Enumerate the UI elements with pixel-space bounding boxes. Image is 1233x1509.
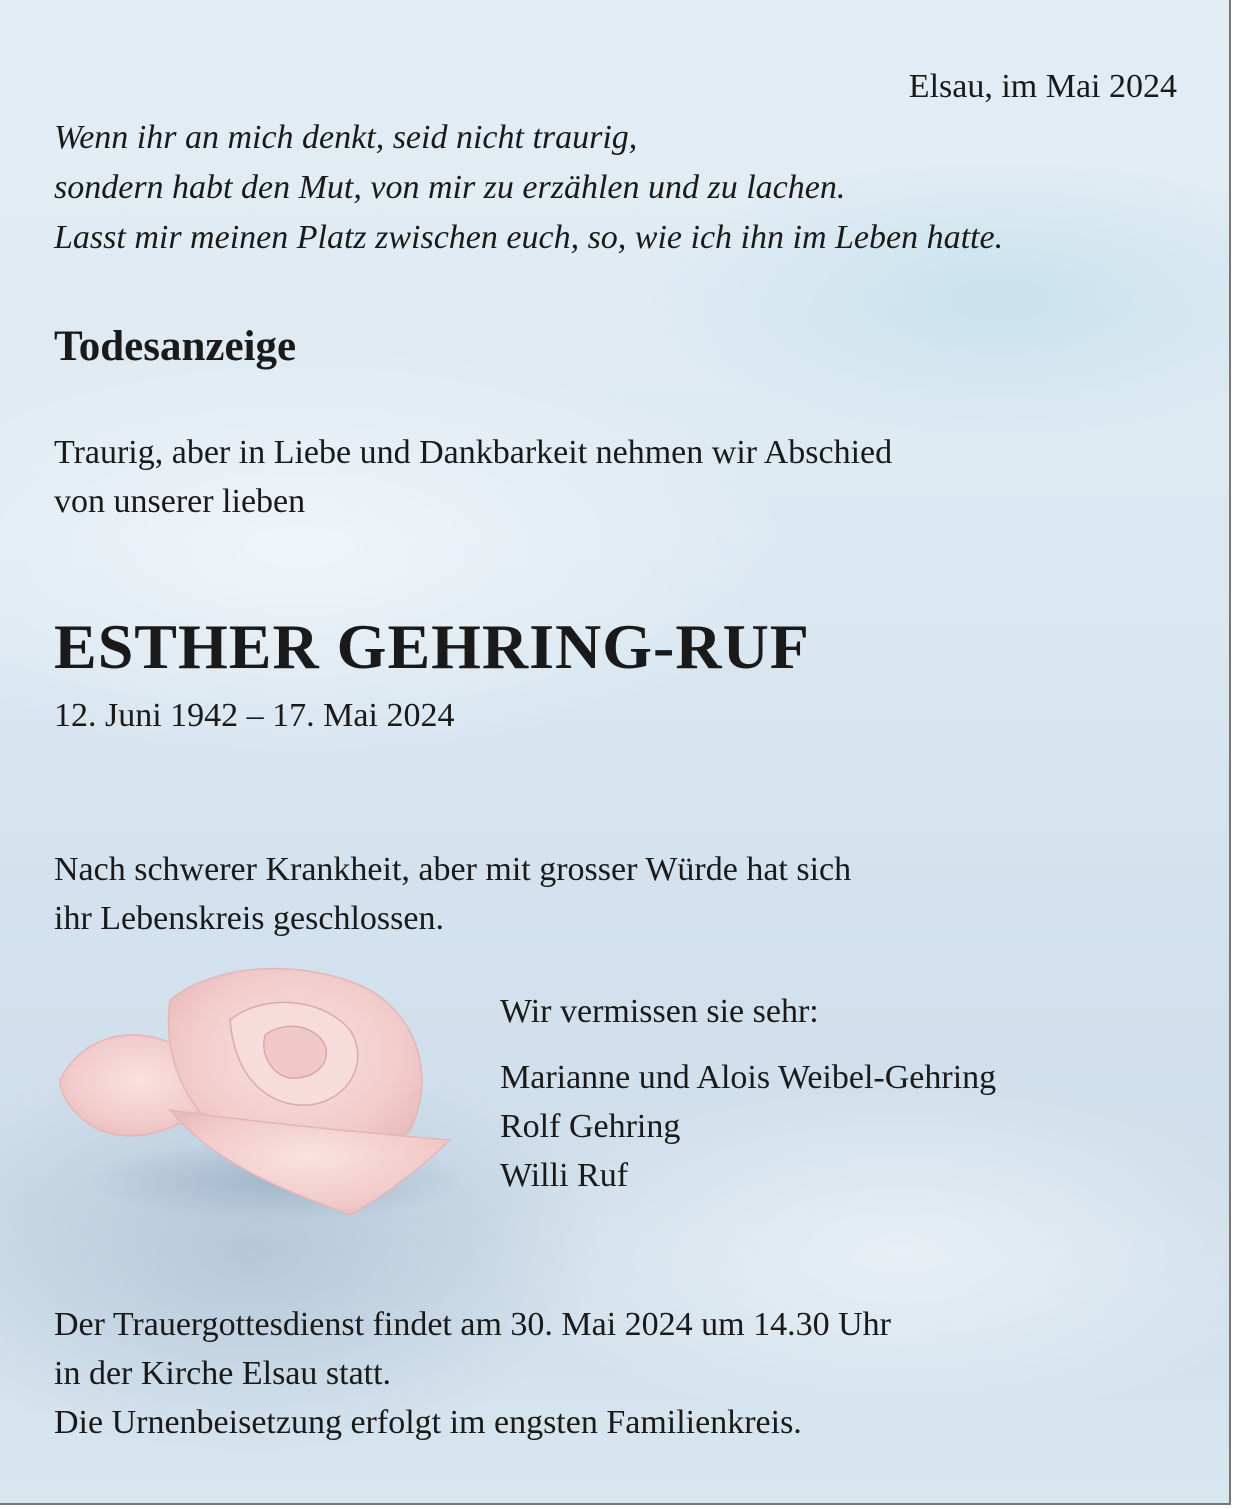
service-line: Die Urnenbeisetzung erfolgt im engsten Familienkreis.: [54, 1404, 802, 1441]
mourner-name: Willi Ruf: [500, 1157, 629, 1194]
notice-heading: Todesanzeige: [54, 323, 297, 370]
place-date: Elsau, im Mai 2024: [908, 68, 1177, 105]
rose-image: [50, 960, 460, 1220]
motto-verse: [54, 113, 1003, 263]
mourner-name: Rolf Gehring: [500, 1108, 681, 1145]
intro-line: von unserer lieben: [54, 483, 306, 520]
mourner-name: Marianne und Alois Weibel-Gehring: [500, 1059, 997, 1096]
intro-line: Traurig, aber in Liebe und Dankbarkeit nehmen wir Abschied: [54, 434, 893, 471]
deceased-name: ESTHER GEHRING-RUF: [54, 611, 810, 682]
intro-text: [54, 428, 892, 526]
body-text: [54, 845, 851, 943]
service-line: Der Trauergottesdienst findet am 30. Mai 2024 um 14.30 Uhr: [54, 1306, 892, 1343]
motto-line: Lasst mir meinen Platz zwischen euch, so, wie ich ihn im Leben hatte.: [54, 219, 1004, 256]
body-line: ihr Lebenskreis geschlossen.: [54, 900, 444, 937]
service-info: [54, 1300, 891, 1447]
mourners-title: Wir vermissen sie sehr:: [500, 993, 819, 1030]
motto-line: Wenn ihr an mich denkt, seid nicht traurig,: [54, 119, 638, 156]
motto-line: sondern habt den Mut, von mir zu erzählen und zu lachen.: [54, 169, 846, 206]
life-dates: 12. Juni 1942 – 17. Mai 2024: [54, 697, 455, 734]
service-line: in der Kirche Elsau statt.: [54, 1355, 392, 1392]
mourners-list: [500, 1053, 996, 1200]
body-line: Nach schwerer Krankheit, aber mit grosser Würde hat sich: [54, 851, 852, 888]
